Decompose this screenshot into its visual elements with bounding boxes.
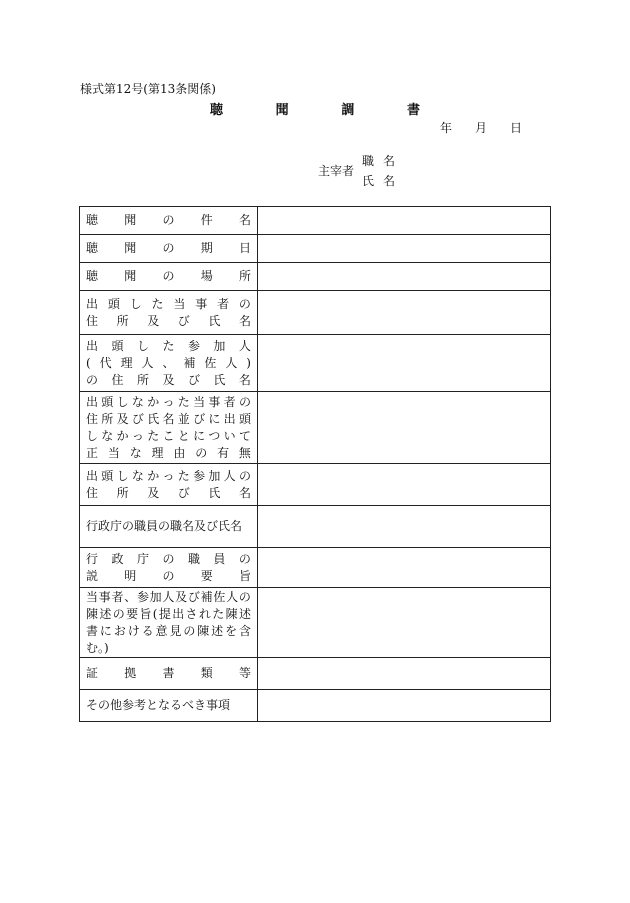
row-label-line: 書 に お け る 意 見 の 陳 述 を 含 bbox=[86, 623, 251, 638]
row-label-line: 出 頭 し な か っ た 当 事 者 の bbox=[86, 394, 251, 409]
row-label-line: 住 所 及 び 氏 名 並 び に 出 頭 bbox=[86, 411, 251, 426]
row-label-line: の 住 所 及 び 氏 名 bbox=[86, 372, 251, 387]
row-value[interactable] bbox=[258, 392, 551, 464]
row-label-line: 住 所 及 び 氏 名 bbox=[86, 313, 251, 328]
row-value[interactable] bbox=[258, 588, 551, 658]
row-label bbox=[80, 658, 258, 690]
row-label-line: その他参考となるべき事項 bbox=[86, 698, 231, 712]
table-row bbox=[80, 464, 551, 506]
row-label-line: 聴 聞 の 期 日 bbox=[86, 241, 251, 255]
presider-label: 主宰者 bbox=[318, 164, 355, 178]
row-label bbox=[80, 690, 258, 722]
table-row bbox=[80, 235, 551, 263]
row-label-line: む。) bbox=[86, 640, 109, 655]
table-row bbox=[80, 588, 551, 658]
row-label-line: 出 頭 し な か っ た 参 加 人 の bbox=[86, 468, 251, 483]
table-row bbox=[80, 335, 551, 392]
row-value[interactable] bbox=[258, 235, 551, 263]
row-label bbox=[80, 291, 258, 335]
table-row bbox=[80, 548, 551, 588]
row-label bbox=[80, 335, 258, 392]
table-row bbox=[80, 506, 551, 548]
date-day-label: 日 bbox=[509, 121, 522, 135]
row-label-line: 出 頭 し た 参 加 人 bbox=[86, 338, 251, 353]
title-char: 書 bbox=[406, 103, 420, 118]
row-label-line: 行政庁の職員の職名及び氏名 bbox=[86, 519, 243, 533]
row-label-line: 当 事 者 、 参 加 人 及 び 補 佐 人 の bbox=[86, 589, 251, 604]
row-value[interactable] bbox=[258, 658, 551, 690]
table-row bbox=[80, 658, 551, 690]
row-label-line: 行 政 庁 の 職 員 の bbox=[86, 551, 251, 566]
table-row bbox=[80, 690, 551, 722]
row-value[interactable] bbox=[258, 506, 551, 548]
row-label bbox=[80, 506, 258, 548]
row-label-line: 陳 述 の 要 旨 ( 提 出 さ れ た 陳 述 bbox=[86, 606, 251, 621]
row-label-line: 聴 聞 の 件 名 bbox=[86, 213, 251, 227]
table-row bbox=[80, 392, 551, 464]
row-label-line: 住 所 及 び 氏 名 bbox=[86, 485, 251, 500]
row-label-line: 聴 聞 の 場 所 bbox=[86, 269, 251, 283]
row-value[interactable] bbox=[258, 548, 551, 588]
title-char: 聞 bbox=[275, 103, 289, 118]
row-value[interactable] bbox=[258, 690, 551, 722]
row-label bbox=[80, 392, 258, 464]
date-month-label: 月 bbox=[474, 121, 487, 135]
row-value[interactable] bbox=[258, 263, 551, 291]
row-value[interactable] bbox=[258, 207, 551, 235]
table-row bbox=[80, 207, 551, 235]
date-line bbox=[440, 119, 522, 136]
presider-title-label: 職名 bbox=[362, 154, 405, 168]
row-label bbox=[80, 235, 258, 263]
table-row bbox=[80, 263, 551, 291]
presider-name-label: 氏名 bbox=[362, 174, 405, 188]
row-label bbox=[80, 548, 258, 588]
row-label-line: し な か っ た こ と に つ い て bbox=[86, 428, 251, 443]
date-year-label: 年 bbox=[440, 121, 453, 135]
row-label-line: ( 代 理 人 、 補 佐 人 ) bbox=[86, 355, 251, 370]
hearing-record-table bbox=[79, 206, 551, 722]
row-value[interactable] bbox=[258, 464, 551, 506]
row-label-line: 出 頭 し た 当 事 者 の bbox=[86, 296, 251, 311]
row-label-line: 説 明 の 要 旨 bbox=[86, 568, 251, 583]
row-value[interactable] bbox=[258, 291, 551, 335]
row-label-line: 正 当 な 理 由 の 有 無 bbox=[86, 445, 251, 460]
table-row bbox=[80, 291, 551, 335]
row-label bbox=[80, 263, 258, 291]
row-label-line: 証 拠 書 類 等 bbox=[86, 666, 251, 680]
document-title bbox=[210, 99, 420, 118]
title-char: 聴 bbox=[210, 103, 224, 118]
row-value[interactable] bbox=[258, 335, 551, 392]
title-char: 調 bbox=[341, 103, 355, 118]
row-label bbox=[80, 464, 258, 506]
row-label bbox=[80, 588, 258, 658]
row-label bbox=[80, 207, 258, 235]
form-number: 様式第12号(第13条関係) bbox=[80, 82, 216, 96]
